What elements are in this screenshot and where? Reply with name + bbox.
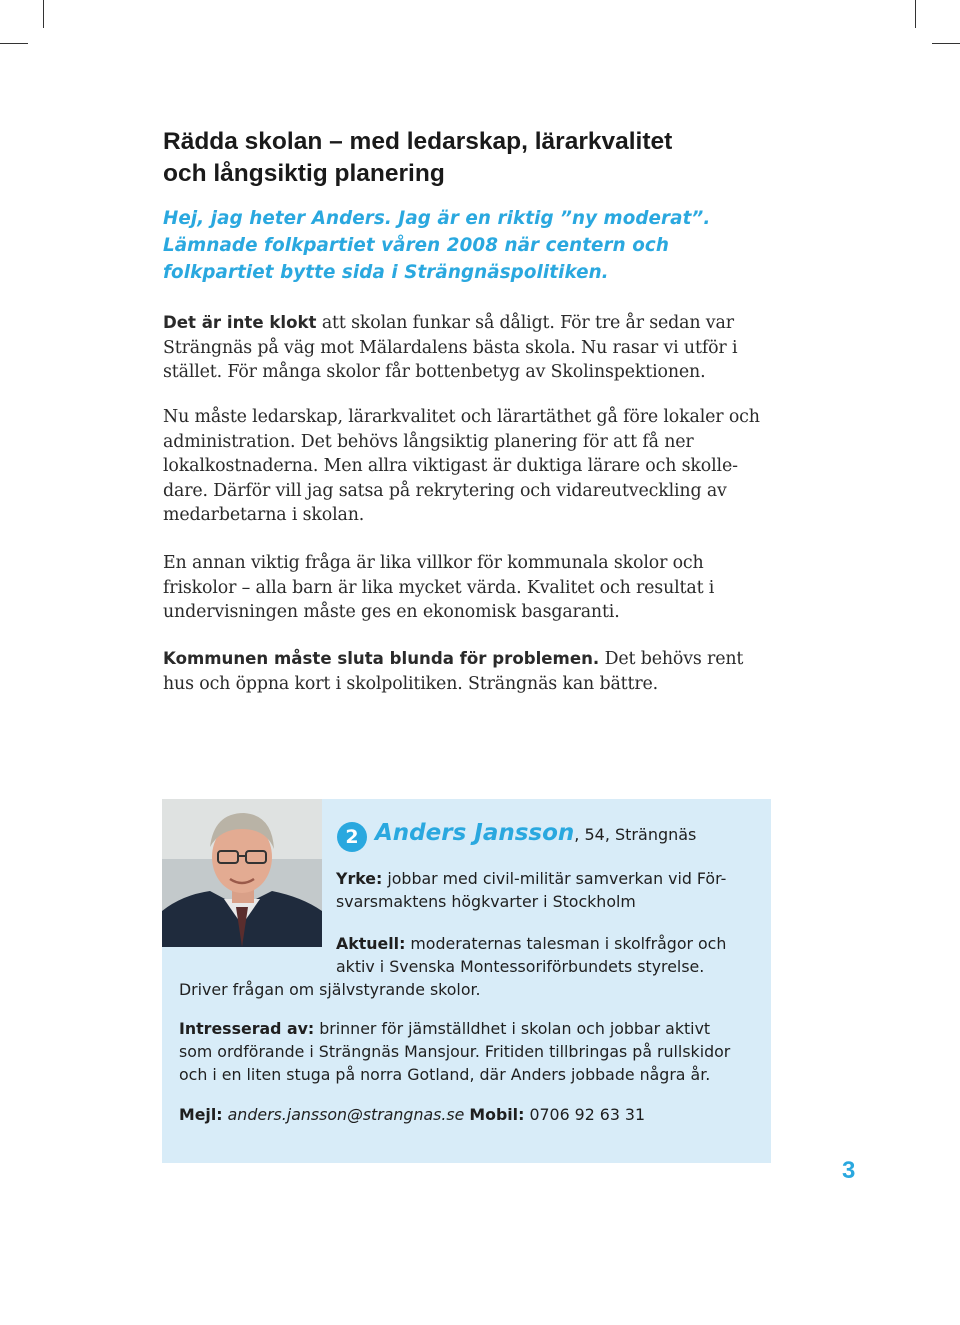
crop-mark [915,0,916,28]
paragraph-lead: Det är inte klokt [163,313,317,332]
interests-label: Intresserad av: [179,1019,315,1038]
text-line: stället. För många skolor får bottenbetyg av Skolinspektionen. [163,362,706,382]
title-line: och långsiktig planering [163,160,445,187]
current-block [336,932,756,978]
occupation-block [336,867,756,913]
candidate-age-city: , 54, Strängnäs [574,825,697,844]
article-title [163,126,803,190]
title-line: Rädda skolan – med ledarskap, lärarkvalitet [163,128,673,155]
text-line: moderaternas talesman i skolfrågor och [405,934,727,953]
text-line: hus och öppna kort i skolpolitiken. Strängnäs kan bättre. [163,673,659,694]
text-line: Strängnäs på väg mot Mälardalens bästa skola. Nu rasar vi utför i [163,337,738,358]
text-line: Det behövs rent [599,649,744,669]
paragraph [163,551,783,625]
text-line: att skolan funkar så dåligt. För tre år sedan var [316,313,734,333]
text-line: Driver frågan om självstyrande skolor. [179,980,481,999]
current-block-end [179,978,739,1001]
text-line: lokalkostnaderna. Men allra viktigast är duktiga lärare och skolle- [163,456,738,476]
text-line: dare. Därför vill jag satsa på rekrytering och vidareutveckling av [163,480,727,501]
text-line: En annan viktig fråga är lika villkor för kommunala skolor och [163,553,704,573]
email-label: Mejl: [179,1105,223,1124]
text-line: medarbetarna i skolan. [163,505,365,525]
crop-mark [43,0,44,28]
text-line: jobbar med civil-militär samverkan vid För- [382,869,727,888]
text-line: och i en liten stuga på norra Gotland, där Anders jobbade några år. [179,1065,711,1084]
interests-block [179,1017,764,1086]
text-line: administration. Det behövs långsiktig planering för att få ner [163,431,694,452]
intro-line: folkpartiet bytte sida i Strängnäspolitiken. [163,262,609,283]
portrait-image [162,799,322,947]
candidate-number-badge: 2 [337,822,367,852]
occupation-label: Yrke: [336,869,383,888]
text-line: svarsmaktens högkvarter i Stockholm [336,892,636,911]
paragraph-lead: Kommunen måste sluta blunda för problemen. [163,649,600,668]
candidate-name: Anders Jansson [375,820,575,846]
crop-mark [932,43,960,44]
email-link[interactable]: anders.jansson@strangnas.se [227,1105,465,1124]
text-line: Nu måste ledarskap, lärarkvalitet och lärartäthet gå före lokaler och [163,407,760,427]
crop-mark [0,43,28,44]
paragraph [163,647,783,696]
intro-line: Hej, jag heter Anders. Jag är en riktig ”ny moderat”. [163,208,711,229]
contact-block [179,1103,764,1126]
text-line: som ordförande i Strängnäs Mansjour. Fritiden tillbringas på rullskidor [179,1042,731,1061]
text-line: aktiv i Svenska Montessoriförbundets styrelse. [336,957,705,976]
text-line: friskolor – alla barn är lika mycket värda. Kvalitet och resultat i [163,577,715,598]
paragraph [163,405,783,528]
page-number: 3 [842,1157,856,1184]
paragraph [163,311,783,385]
candidate-heading [375,820,696,846]
intro-line: Lämnade folkpartiet våren 2008 när centern och [163,235,669,256]
candidate-photo [162,799,322,947]
current-label: Aktuell: [336,934,406,953]
text-line: brinner för jämställdhet i skolan och jobbar aktivt [314,1019,711,1038]
text-line: undervisningen måste ges en ekonomisk basgaranti. [163,602,620,622]
phone-label: Mobil: [469,1105,525,1124]
intro-text [163,205,773,286]
phone-number: 0706 92 63 31 [529,1105,646,1124]
